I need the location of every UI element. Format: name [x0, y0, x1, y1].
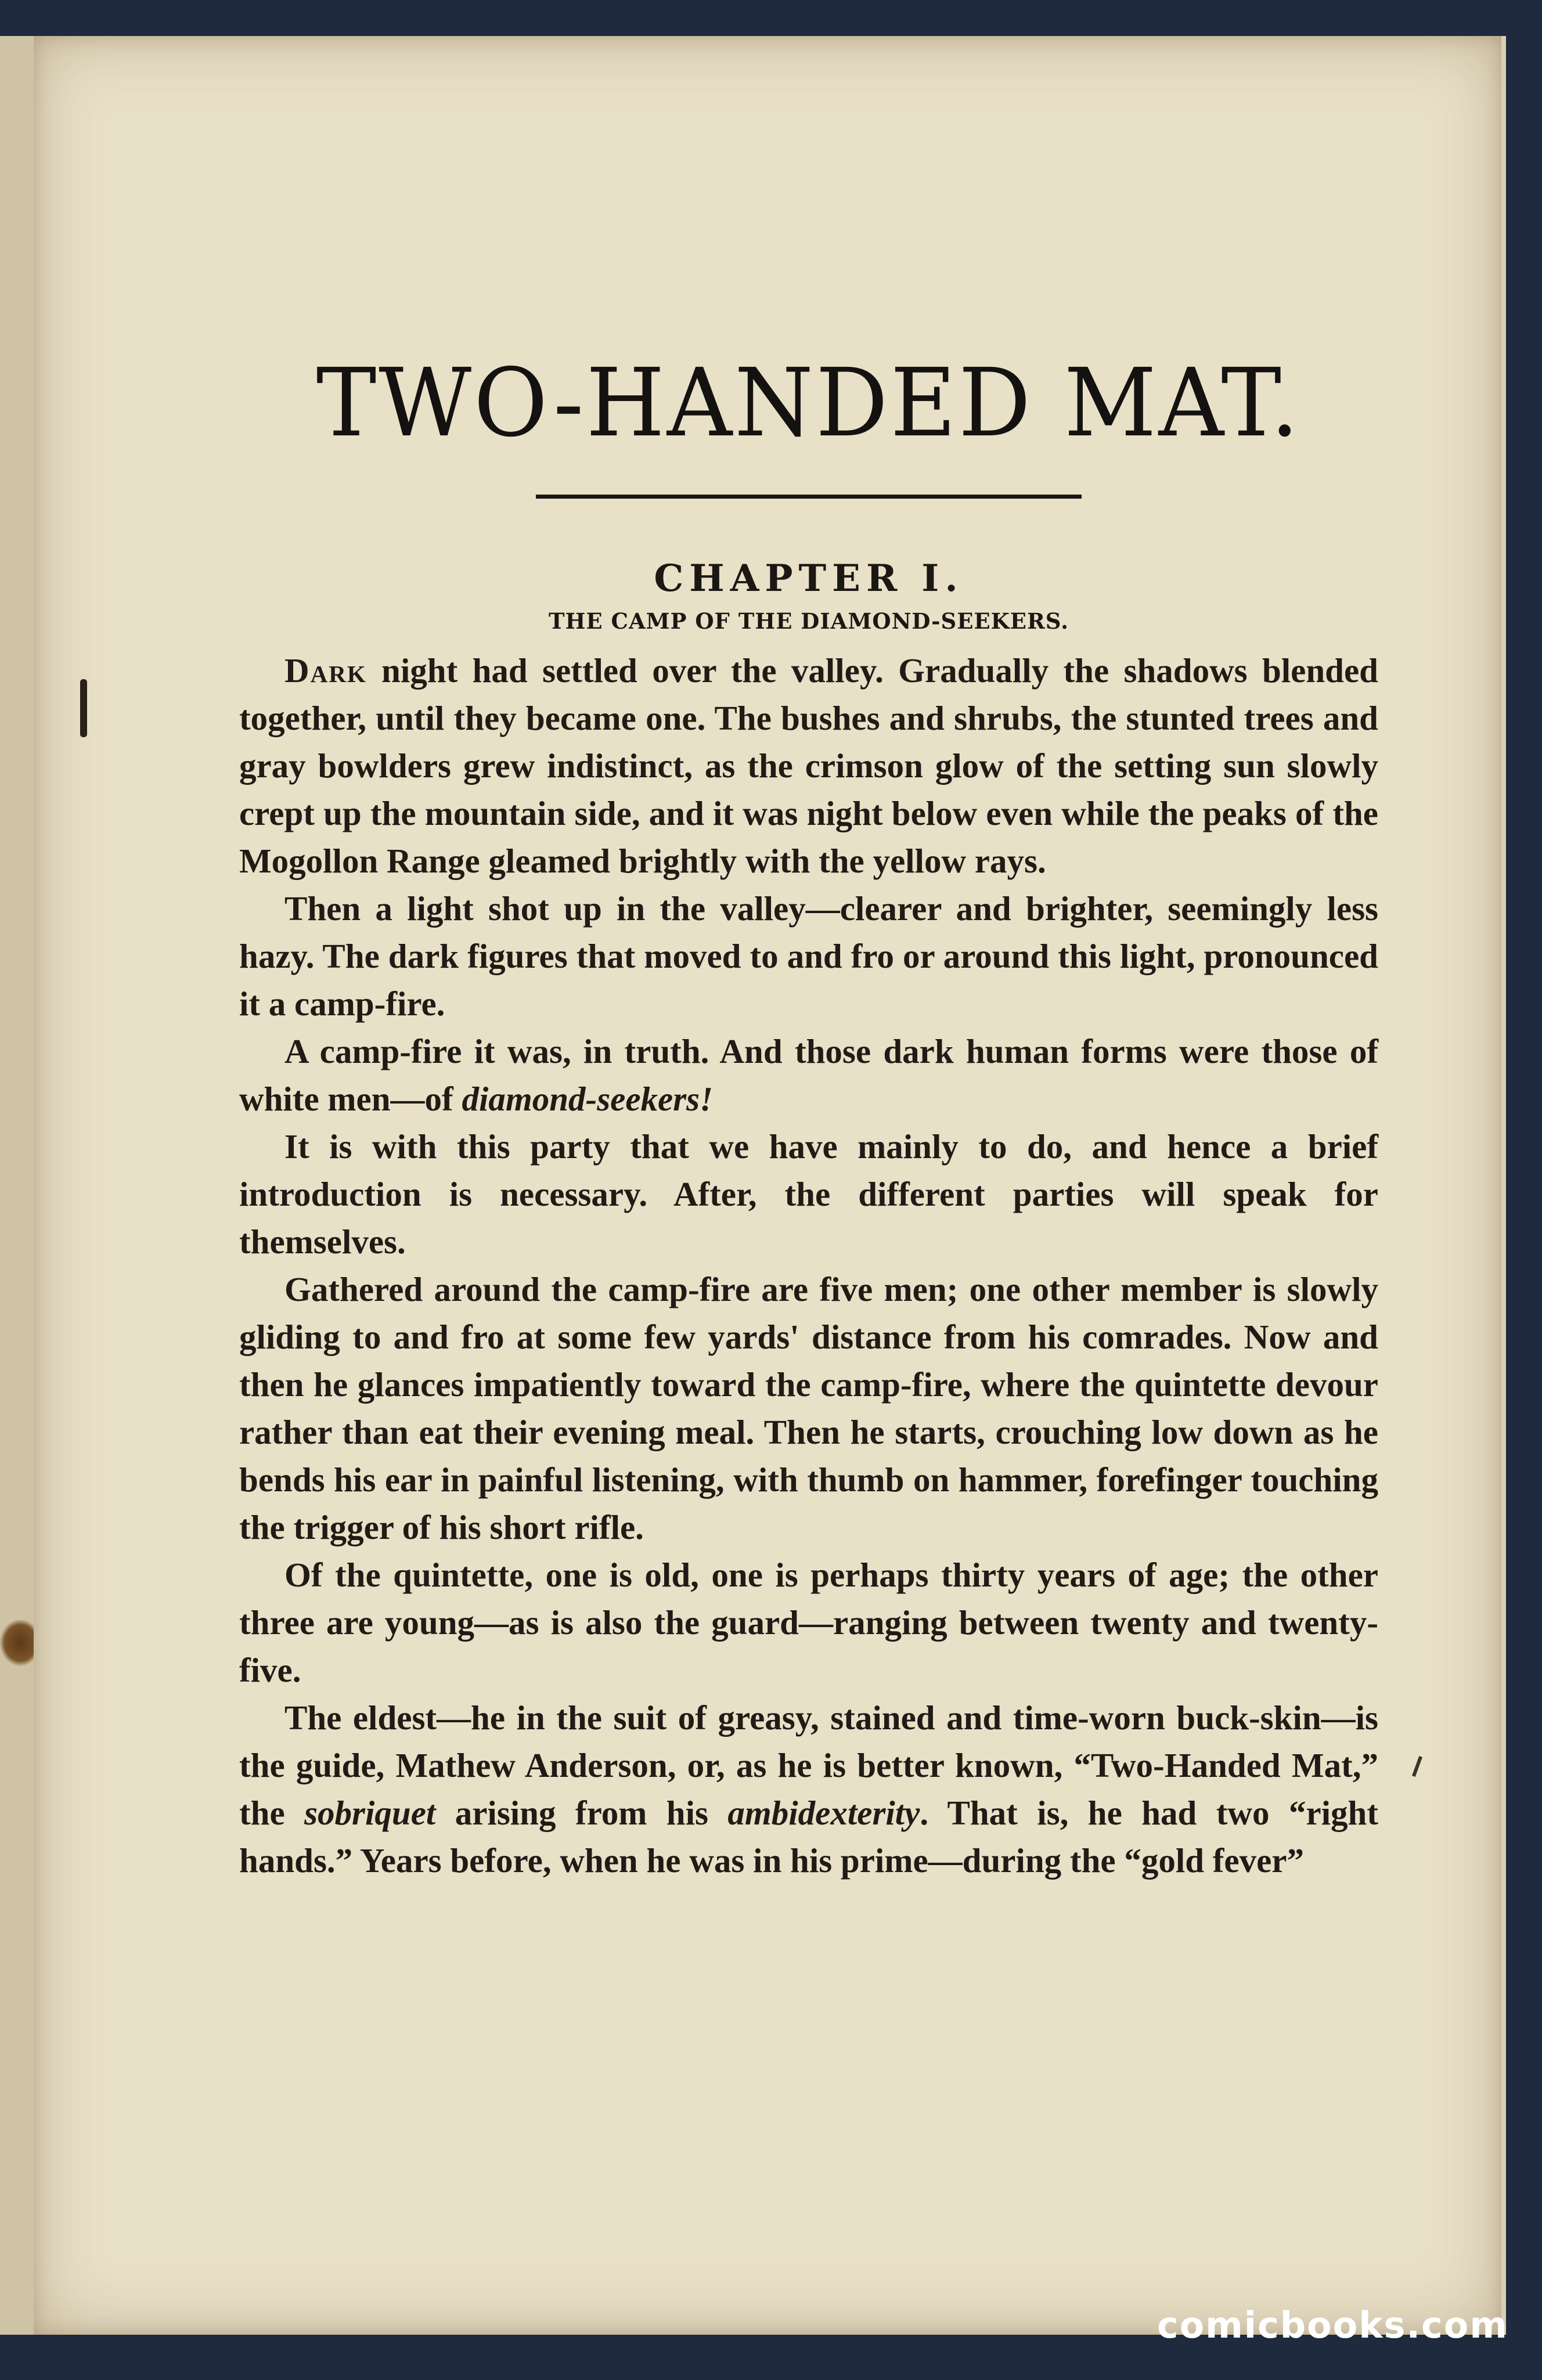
previous-page-edge [0, 36, 35, 2335]
chapter-heading: CHAPTER I. [654, 557, 964, 601]
paragraph-7-emphasis-2: ambidexterity [727, 1794, 920, 1833]
paragraph-1-text: night had settled over the valley. Gradually the shadows blended together, until they became one. The bushes and shrubs, the stunted trees and gray bowlders grew indistinct, as the crimson glow of the setting sun slowly crept up the mountain side, and it was night below even while the peaks of the Mogollon Range gleamed brightly with the yellow rays. [239, 651, 1378, 881]
paragraph-7-emphasis-1: sobriquet [304, 1794, 436, 1833]
paragraph-2: Then a light shot up in the valley—clearer and brighter, seemingly less hazy. The dark figures that moved to and fro or around this light, pronounced it a camp-fire. [239, 889, 1378, 1023]
paragraph-3-emphasis: diamond-seekers! [462, 1080, 714, 1119]
book-title: TWO-HANDED MAT. [316, 349, 1302, 458]
margin-ink-mark [80, 679, 87, 737]
paragraph-7-text-2: arising from his [435, 1794, 728, 1833]
paragraph-5: Gathered around the camp-fire are five men; one other member is slowly gliding to and fro at some few yards' distance from his comrades. Now and then he glances impatiently toward the camp-fire, where the quintette devour rather than eat their evening meal. Then he starts, crouching low down as he bends his ear in painful listening, with thumb on hammer, forefinger touching the trigger of his short rifle. [239, 1270, 1378, 1547]
paragraph-6: Of the quintette, one is old, one is perhaps thirty years of age; the other three are young—as is also the guard—ranging between twenty and twenty-five. [239, 1556, 1378, 1690]
paragraph-7 [239, 1694, 1378, 1884]
paragraph-3-text: A camp-fire it was, in truth. And those dark human forms were those of white men—of [239, 1032, 1378, 1119]
paragraph-1 [239, 647, 1378, 885]
paragraph-3 [239, 1027, 1378, 1123]
chapter-subtitle: THE CAMP OF THE DIAMOND-SEEKERS. [548, 608, 1069, 634]
paragraph-7-text-3: . That is, he had two “right hands.” Years before, when he was in his prime—during the “gold fever” [239, 1794, 1379, 1880]
site-watermark: comicbooks.com [1156, 2304, 1508, 2346]
paragraph-4: It is with this party that we have mainly to do, and hence a brief introduction is necessary. After, the different parties will speak for themselves. [239, 1127, 1378, 1261]
lead-word: Dark [284, 651, 367, 690]
paragraph-7-text-1: The eldest—he in the suit of greasy, stained and time-worn buck-skin—is the guide, Mathew Anderson, or, as he is better known, “Two-Handed Mat,” the [239, 1699, 1378, 1833]
page-content [239, 349, 1379, 1884]
title-rule [536, 495, 1082, 499]
